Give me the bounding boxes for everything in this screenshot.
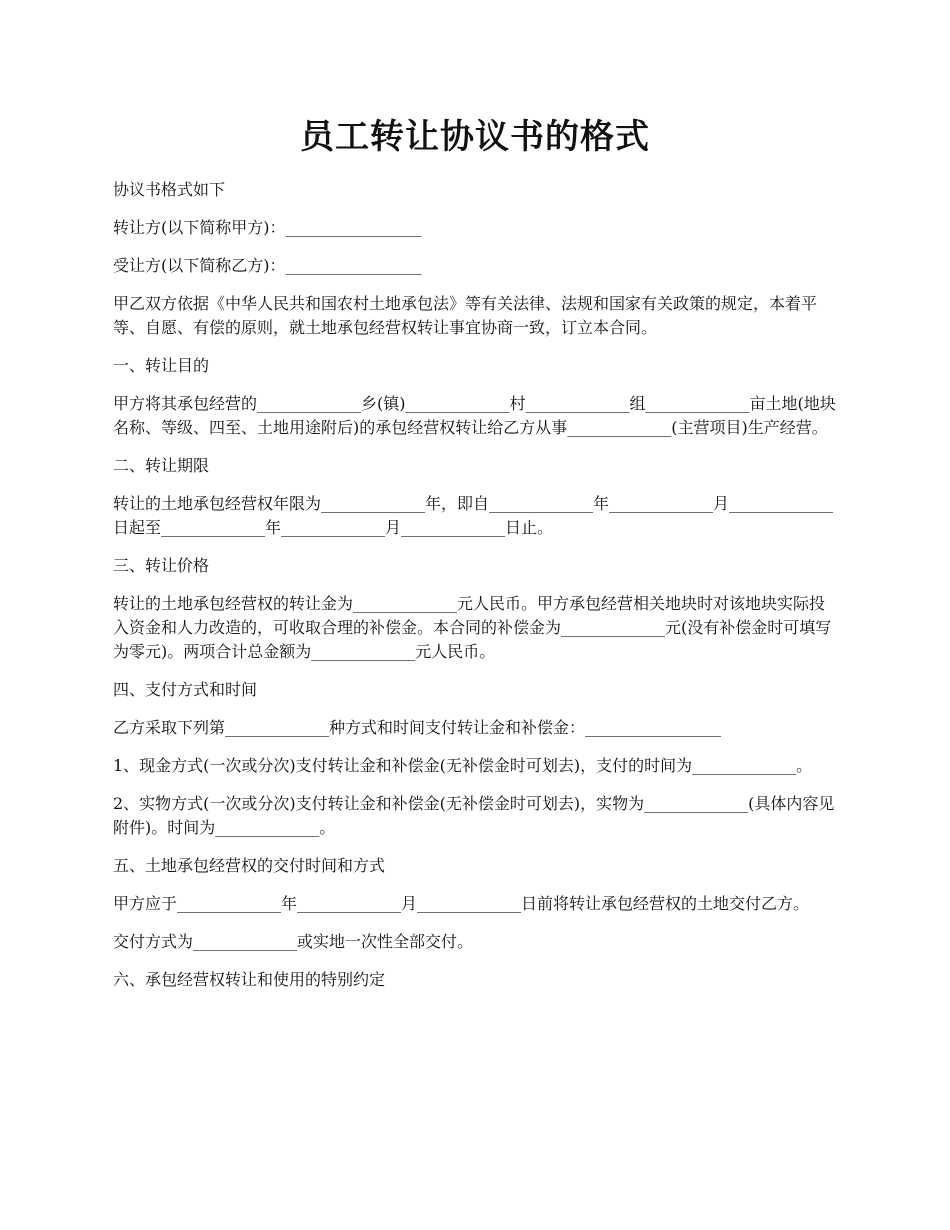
paragraph-delivery-time: 甲方应于_____________年_____________月_____________日前将转让承包经营权的土地交付乙方。 — [113, 894, 810, 913]
section-heading-payment: 四、支付方式和时间 — [113, 680, 258, 699]
paragraph-payment-kind: 2、实物方式(一次或分次)支付转让金和补偿金(无补偿金时可划去)，实物为_____________(具体内容见附件)。时间为_____________。 — [113, 794, 835, 837]
paragraph-term: 转让的土地承包经营权年限为_____________年，即自_____________年_____________月_____________日起至_____________年_____________月_____________日止。 — [113, 494, 834, 537]
document-title: 员工转让协议书的格式 — [300, 117, 650, 157]
paragraph-intro: 协议书格式如下 — [113, 180, 226, 199]
section-heading-price: 三、转让价格 — [113, 556, 210, 575]
paragraph-purpose: 甲方将其承包经营的_____________乡(镇)_____________村_____________组_____________亩土地(地块名称、等级、四至、土地用途附后)的承包经营权转让给乙方从事_____________(主营项目)生产经营。 — [113, 394, 836, 437]
paragraph-payment-method: 乙方采取下列第_____________种方式和时间支付转让金和补偿金：_________________ — [113, 718, 722, 737]
section-heading-purpose: 一、转让目的 — [113, 356, 210, 375]
paragraph-transferor: 转让方(以下简称甲方)：_________________ — [113, 218, 422, 237]
paragraph-price: 转让的土地承包经营权的转让金为_____________元人民币。甲方承包经营相关地块时对该地块实际投入资金和人力改造的，可收取合理的补偿金。本合同的补偿金为_____________元(没有补偿金时可填写为零元)。两项合计总金额为_____________元人民币。 — [113, 594, 832, 661]
section-heading-term: 二、转让期限 — [113, 456, 210, 475]
paragraph-delivery-method: 交付方式为_____________或实地一次性全部交付。 — [113, 932, 474, 951]
section-heading-delivery: 五、土地承包经营权的交付时间和方式 — [113, 856, 386, 875]
section-heading-special: 六、承包经营权转让和使用的特别约定 — [113, 970, 386, 989]
paragraph-transferee: 受让方(以下简称乙方)：_________________ — [113, 256, 422, 275]
document-body — [113, 178, 838, 1006]
paragraph-payment-cash: 1、现金方式(一次或分次)支付转让金和补偿金(无补偿金时可划去)，支付的时间为_____________。 — [113, 756, 813, 775]
paragraph-basis: 甲乙双方依据《中华人民共和国农村土地承包法》等有关法律、法规和国家有关政策的规定，本着平等、自愿、有偿的原则，就土地承包经营权转让事宜协商一致，订立本合同。 — [113, 294, 818, 337]
